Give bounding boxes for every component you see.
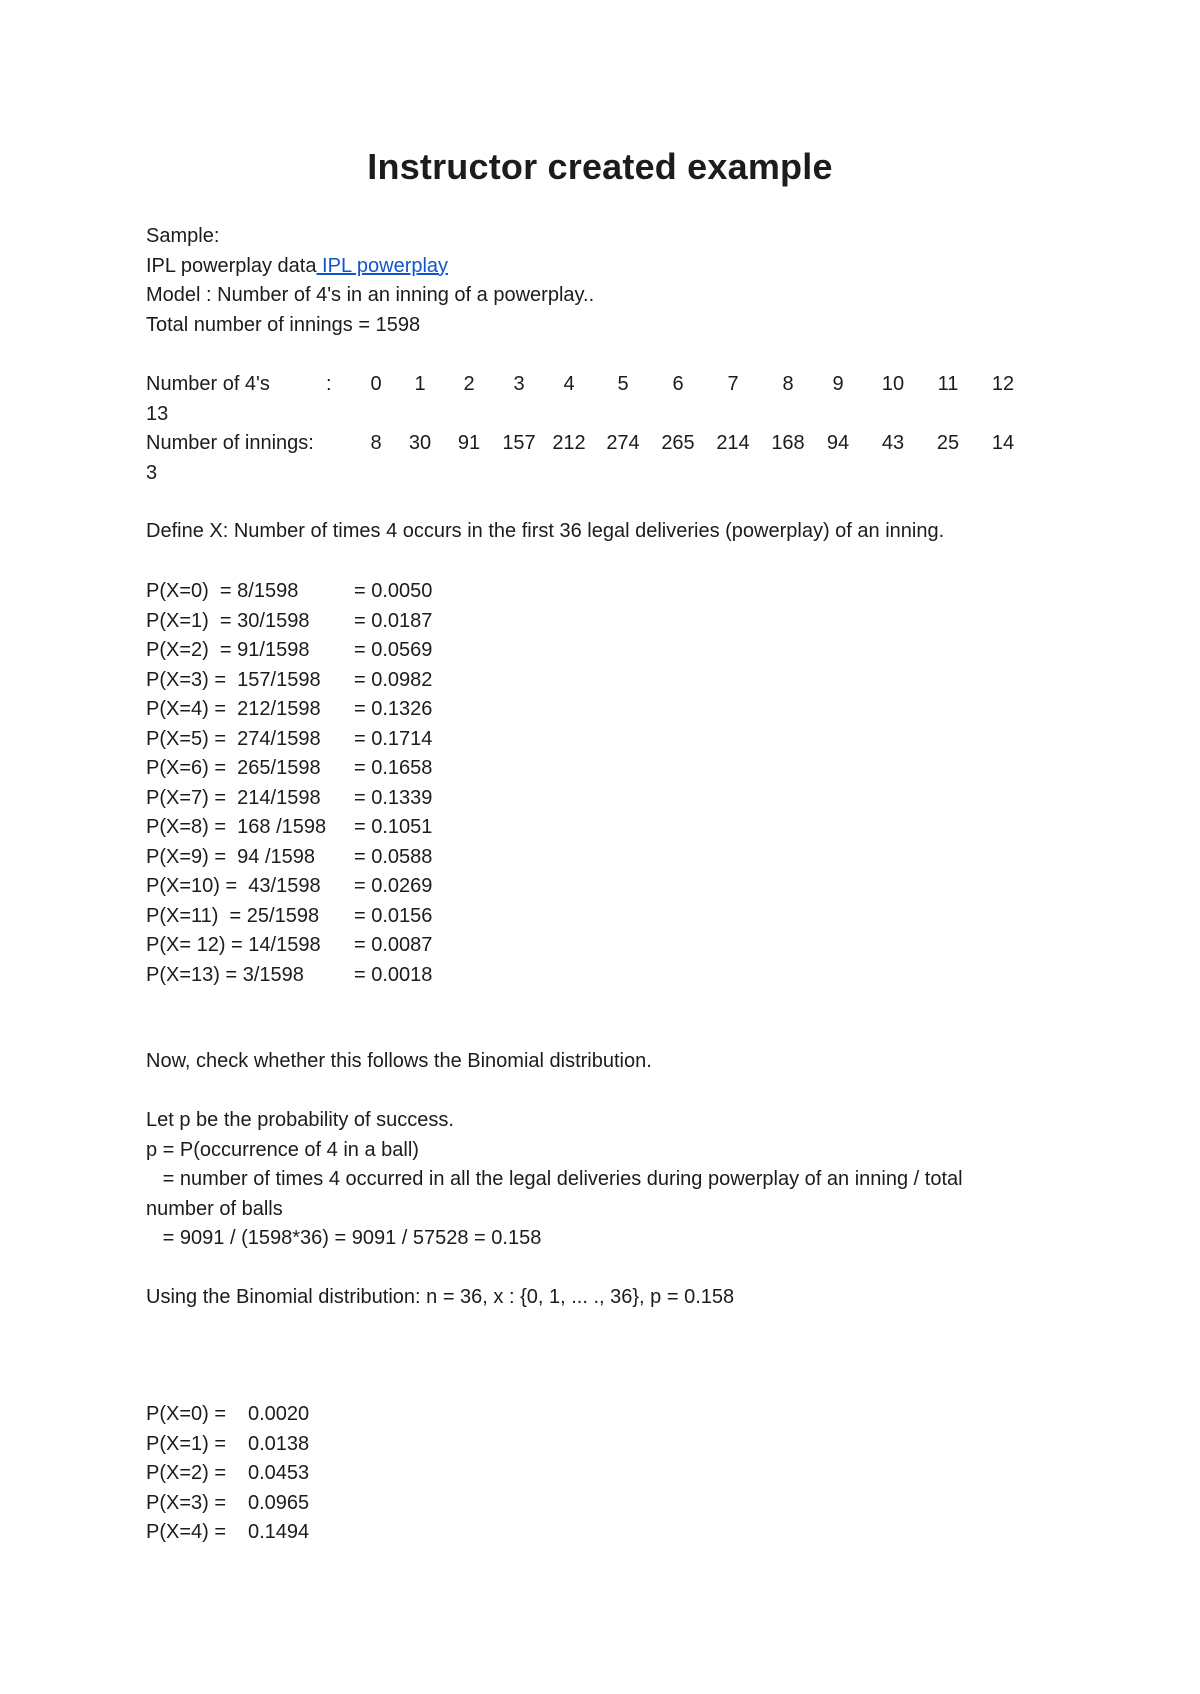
probability-expression: P(X=6) = 265/1598 (146, 757, 321, 779)
model-line: Model : Number of 4's in an inning of a powerplay.. (146, 284, 595, 306)
probability-expression: P(X=7) = 214/1598 (146, 786, 321, 809)
probability-expression: P(X=13) = 3/1598 (146, 963, 304, 986)
probability-value: = 0.1714 (354, 727, 433, 750)
probability-value: = 0.1051 (354, 816, 433, 838)
total-innings-line: Total number of innings = 1598 (146, 313, 421, 336)
fours-cell: 5 (617, 373, 629, 395)
innings-cell: 14 (991, 432, 1015, 454)
fours-cell: 7 (727, 373, 739, 395)
fours-cell: 2 (463, 373, 475, 395)
innings-cell: 274 (606, 432, 640, 454)
probability-expression: P(X=4) = 212/1598 (146, 698, 321, 720)
binomial-parameters-line: Using the Binomial distribution: n = 36, x : {0, 1, ... ., 36}, p = 0.158 (146, 1286, 735, 1308)
probability-expression: P(X=10) = 43/1598 (146, 875, 321, 897)
probability-expression: P(X=0) = (146, 1403, 227, 1425)
ipl-powerplay-link[interactable]: IPL powerplay (316, 254, 449, 277)
innings-cell: 43 (881, 432, 905, 454)
probability-expression: P(X=1) = 30/1598 (146, 609, 310, 632)
probability-value: = 0.0569 (354, 639, 433, 661)
probability-expression: P(X=0) = 8/1598 (146, 580, 299, 602)
probability-value: 0.0453 (248, 1462, 310, 1484)
intro-section (146, 222, 594, 340)
innings-cell: 265 (661, 432, 695, 454)
probability-expression: P(X=11) = 25/1598 (146, 904, 320, 927)
probability-value: = 0.0269 (354, 875, 433, 897)
probability-value: 0.0138 (248, 1432, 310, 1455)
probability-expression: P(X=8) = 168 /1598 (146, 816, 327, 838)
probability-value: = 0.0050 (354, 580, 433, 602)
probability-expression: P(X=1) = (146, 1432, 227, 1455)
innings-row (146, 429, 1046, 459)
p-equation-line: p = P(occurrence of 4 in a ball) (146, 1138, 419, 1161)
probability-value: = 0.0187 (354, 609, 433, 632)
probability-value: = 0.1326 (354, 698, 433, 720)
probability-value: = 0.0588 (354, 845, 433, 868)
innings-cell: 91 (457, 432, 481, 454)
probability-value: = 0.1339 (354, 786, 433, 809)
fours-cell: 9 (832, 373, 844, 395)
fours-row (146, 370, 1046, 400)
innings-cell: 214 (716, 432, 750, 454)
probability-expression: P(X=2) = (146, 1462, 227, 1484)
ipl-data-prefix: IPL powerplay data (146, 254, 317, 277)
innings-cell: 212 (552, 432, 586, 454)
probability-value: 0.1494 (248, 1521, 310, 1543)
fours-cell: 3 (513, 373, 525, 395)
fours-row-colon: : (326, 373, 332, 395)
fours-cell: 0 (370, 373, 382, 395)
probability-expression: P(X=3) = (146, 1491, 227, 1514)
probability-expression: P(X=9) = 94 /1598 (146, 845, 316, 868)
probability-value: = 0.0018 (354, 963, 433, 986)
innings-cell: 168 (771, 432, 805, 454)
innings-cell: 25 (936, 432, 960, 454)
innings-cell: 94 (826, 432, 850, 454)
fours-cell: 12 (991, 373, 1015, 395)
ipl-data-line (146, 252, 594, 282)
innings-row-wrap: 3 (146, 461, 158, 484)
probability-expression: P(X= 12) = 14/1598 (146, 934, 321, 956)
innings-cell: 30 (408, 432, 432, 454)
fours-row-wrap: 13 (146, 402, 169, 425)
fours-cell: 11 (937, 373, 959, 395)
sample-label: Sample: (146, 225, 220, 247)
innings-row-label: Number of innings: (146, 432, 314, 454)
p-calculation-line: = 9091 / (1598*36) = 9091 / 57528 = 0.158 (146, 1227, 542, 1249)
p-explanation-line-2: number of balls (146, 1197, 283, 1220)
fours-cell: 8 (782, 373, 794, 395)
innings-cell: 8 (370, 432, 382, 454)
p-explanation-line-1: = number of times 4 occurred in all the legal deliveries during powerplay of an inning / total (146, 1168, 963, 1190)
page-title: Instructor created example (367, 146, 833, 187)
probability-value: = 0.0982 (354, 668, 433, 691)
probability-value: = 0.0087 (354, 934, 433, 956)
binomial-check-section (146, 1047, 963, 1313)
probability-value: 0.0020 (248, 1403, 310, 1425)
p-definition-line: Let p be the probability of success. (146, 1109, 454, 1131)
fours-row-label: Number of 4's (146, 373, 270, 395)
define-section (146, 517, 944, 547)
probability-value: = 0.1658 (354, 757, 433, 779)
probability-expression: P(X=4) = (146, 1521, 227, 1543)
define-x-line: Define X: Number of times 4 occurs in the first 36 legal deliveries (powerplay) of an inning. (146, 520, 945, 542)
check-binomial-line: Now, check whether this follows the Binomial distribution. (146, 1050, 652, 1072)
probability-expression: P(X=2) = 91/1598 (146, 639, 310, 661)
fours-cell: 6 (672, 373, 684, 395)
fours-cell: 10 (881, 373, 905, 395)
fours-cell: 1 (414, 373, 426, 395)
innings-cell: 157 (502, 432, 536, 454)
probability-value: 0.0965 (248, 1491, 310, 1514)
fours-cell: 4 (563, 373, 575, 395)
probability-expression: P(X=5) = 274/1598 (146, 727, 321, 750)
probability-value: = 0.0156 (354, 904, 433, 927)
probability-expression: P(X=3) = 157/1598 (146, 668, 321, 691)
frequency-table (146, 370, 1046, 488)
